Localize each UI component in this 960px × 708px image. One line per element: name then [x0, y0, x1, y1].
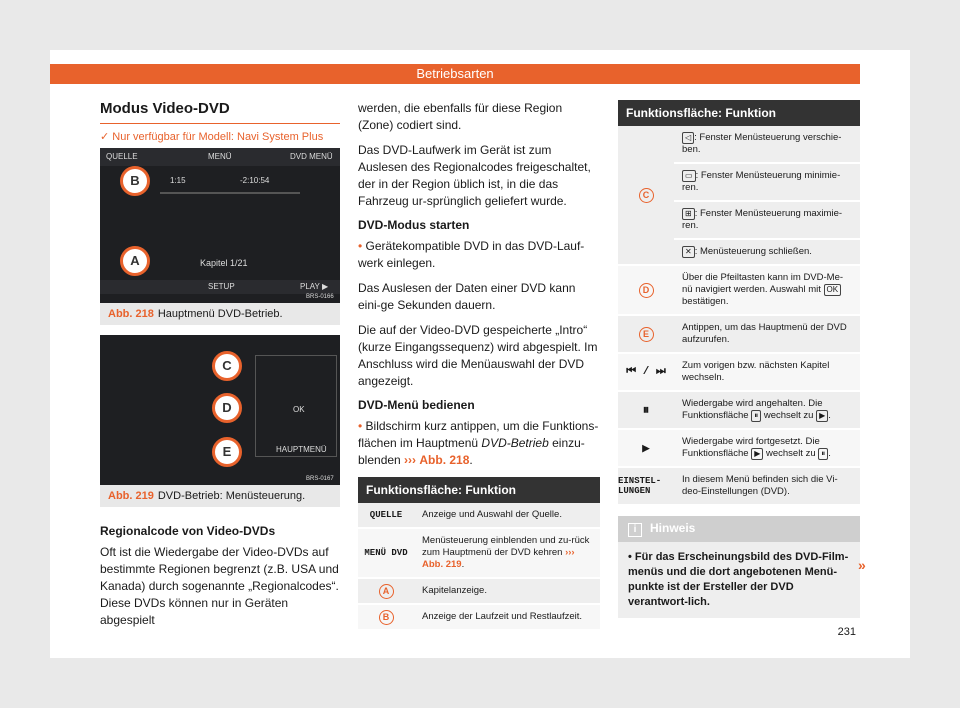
row-value-text: Über die Pfeiltasten kann im DVD-Me-nü navigiert werden. Auswahl mit: [682, 272, 844, 295]
table-1: [358, 477, 600, 631]
pause-button-icon: ⏸: [818, 448, 828, 460]
ref-arrow-icon: ›››: [565, 547, 575, 558]
paragraph-4: Die auf der Video-DVD gespeicherte „Intro“ (kurze Eingangssequenz) wird abgespielt. Im Anschluss wird die Menüauswahl der DVD angezeigt.: [358, 323, 598, 388]
letter-badge: C: [639, 188, 654, 203]
row-value-mid: wechselt zu: [763, 448, 819, 459]
c-item-text: : Fenster Menüsteuerung maximie-ren.: [682, 208, 843, 231]
table-row: [618, 126, 860, 266]
bullet-icon: •: [358, 239, 363, 253]
screen-dvd-menu-label: DVD MENÜ: [290, 152, 333, 161]
row-value-mid: wechselt zu: [761, 410, 817, 421]
figure-reference-link[interactable]: Abb. 218: [419, 453, 470, 467]
note-title: Hinweis: [650, 521, 696, 535]
note-text: Für das Erscheinungsbild des DVD-Film-menüs und die dort angebotenen Menü-punkte ist der Ersteller der DVD verantwort-lich.: [628, 551, 849, 608]
row-value: [674, 430, 860, 466]
row-key: EINSTEL-LUNGEN: [618, 476, 662, 496]
callout-b: B: [120, 166, 150, 196]
menu-title: DVD-Menü bedienen: [358, 398, 475, 412]
screen-remaining: -2:10:54: [240, 176, 270, 185]
menu-bullet-text: Bildschirm kurz antippen, um die Funktions-flächen im Hauptmenü: [358, 419, 599, 450]
row-value-end: bestätigen.: [682, 296, 729, 307]
screen-menu-label: MENÜ: [208, 152, 232, 161]
menu-bullet-tail: einzu-blenden: [358, 436, 585, 467]
column-middle: [358, 100, 600, 631]
figure-code-2: BRS-0167: [306, 476, 334, 482]
close-icon: ✕: [682, 246, 695, 258]
table-row: [618, 354, 860, 392]
figure-218-caption: [100, 303, 340, 325]
c-item: [674, 126, 860, 164]
row-value-end: .: [828, 410, 831, 421]
row-key: [358, 579, 414, 603]
note-box: [618, 516, 860, 618]
table-row: [618, 266, 860, 316]
callout-a: A: [120, 246, 150, 276]
paragraph-3: Das Auslesen der Daten einer DVD kann eini-ge Sekunden dauern.: [358, 281, 576, 312]
availability-text: Nur verfügbar für Modell: Navi System Plus: [112, 131, 324, 143]
row-value: Antippen, um das Hauptmenü der DVD aufzurufen.: [682, 322, 847, 345]
ref-arrow-icon: ›››: [404, 453, 417, 467]
table-2-header: Funktionsfläche: Funktion: [618, 100, 860, 126]
play-icon: ▶: [642, 440, 650, 456]
c-item-text: : Fenster Menüsteuerung verschie-ben.: [682, 132, 842, 155]
minimize-icon: ▭: [682, 170, 696, 182]
region-paragraph: Oft ist die Wiedergabe der Video-DVDs auf bestimmte Regionen begrenzt (z.B. USA und Kanada) durch sogenannte „Regionalcodes“. Diese DVDs können nur in Geräten abgespielt: [100, 545, 339, 627]
table-row: [358, 529, 600, 579]
move-icon: ◁: [682, 132, 694, 144]
section-title: Modus Video-DVD: [100, 100, 340, 124]
row-value-text: Wiedergabe wird angehalten. Die Funktionsfläche: [682, 398, 823, 421]
play-button-icon: ▶: [751, 448, 763, 460]
ok-button-icon: OK: [824, 284, 842, 296]
page-header: Betriebsarten: [50, 64, 860, 84]
start-bullet: [358, 238, 600, 272]
column-left: [100, 100, 340, 143]
availability-note: [100, 130, 340, 143]
screen-play-label: PLAY ▶: [300, 282, 329, 291]
row-value: Kapitelanzeige.: [422, 585, 487, 596]
figure-218-image: [100, 148, 340, 303]
table-row: [618, 316, 860, 354]
row-key: [618, 126, 674, 264]
callout-e: E: [212, 437, 242, 467]
info-icon: i: [628, 523, 642, 537]
start-title: DVD-Modus starten: [358, 218, 470, 232]
row-value: Anzeige der Laufzeit und Restlaufzeit.: [422, 611, 583, 622]
figure-218-number: Abb. 218: [108, 308, 154, 320]
figure-219-text: DVD-Betrieb: Menüsteuerung.: [157, 490, 306, 502]
maximize-icon: ⊞: [682, 208, 695, 220]
c-item-text: : Fenster Menüsteuerung minimie-ren.: [682, 170, 841, 193]
figure-218-text: Hauptmenü DVD-Betrieb.: [157, 308, 283, 320]
figure-219-number: Abb. 219: [108, 490, 154, 502]
screen-time: 1:15: [170, 176, 186, 185]
paragraph-2: Das DVD-Laufwerk im Gerät ist zum Auslesen des Regionalcodes freigeschaltet, der in der Region üblich ist, in die das Fahrzeug ur-sprünglich geliefert wurde.: [358, 143, 591, 208]
row-value-text: Menüsteuerung einblenden und zu-rück zum Hauptmenü der DVD kehren: [422, 535, 590, 558]
screen-setup-label: SETUP: [208, 282, 235, 291]
region-title: Regionalcode von Video-DVDs: [100, 524, 276, 538]
figure-code: BRS-0166: [306, 294, 334, 300]
page-number: 231: [837, 626, 856, 638]
continue-icon: »: [858, 557, 866, 573]
start-bullet-text: Gerätekompatible DVD in das DVD-Lauf-werk einlegen.: [358, 239, 585, 270]
letter-badge: D: [639, 283, 654, 298]
table-row: [618, 430, 860, 468]
table-row: [358, 503, 600, 529]
row-value: [674, 266, 860, 314]
row-value: [674, 392, 860, 428]
row-key: [358, 605, 414, 629]
row-value: [674, 126, 860, 264]
bullet-icon: •: [628, 551, 632, 563]
figure-reference-link[interactable]: Abb. 219: [422, 559, 462, 570]
bullet-icon: •: [358, 419, 363, 433]
progress-track: [160, 192, 300, 194]
menu-bullet-end: .: [469, 453, 473, 467]
table-row: [618, 392, 860, 430]
table-row: [358, 605, 600, 631]
paragraph-1: werden, die ebenfalls für diese Region (Zone) codiert sind.: [358, 101, 563, 132]
c-item: [674, 202, 860, 240]
menu-bullet-emphasis: DVD-Betrieb: [481, 436, 549, 450]
column-right: [618, 100, 860, 618]
row-key: [618, 316, 674, 352]
row-key: QUELLE: [369, 510, 403, 520]
letter-badge: A: [379, 584, 394, 599]
note-body: [618, 542, 860, 618]
row-value-text: Wiedergabe wird fortgesetzt. Die Funktionsfläche: [682, 436, 820, 459]
row-value: In diesem Menü befinden sich die Vi-deo-Einstellungen (DVD).: [682, 474, 838, 497]
note-header: [618, 516, 860, 542]
row-value-end: .: [461, 559, 465, 570]
letter-badge: B: [379, 610, 394, 625]
pause-button-icon: ⏸: [751, 410, 761, 422]
menu-bullet: [358, 418, 600, 469]
table-row: [358, 579, 600, 605]
figure-219-image: [100, 335, 340, 485]
callout-d: D: [212, 393, 242, 423]
figure-219-caption: [100, 485, 340, 507]
screen-ok: OK: [293, 405, 305, 414]
row-value: [414, 529, 600, 577]
letter-badge: E: [639, 327, 654, 342]
c-item-text: : Menüsteuerung schließen.: [694, 246, 812, 257]
c-item: [674, 240, 860, 264]
row-value-end: .: [828, 448, 831, 459]
play-button-icon: ▶: [816, 410, 828, 422]
row-key: [618, 266, 674, 314]
screen-source-label: QUELLE: [106, 152, 138, 161]
table-row: [618, 468, 860, 506]
row-key: MENÜ DVD: [364, 548, 408, 558]
pause-icon: ⏸: [642, 402, 650, 418]
region-section: [100, 518, 340, 637]
row-value: Anzeige und Auswahl der Quelle.: [422, 509, 562, 520]
c-item: [674, 164, 860, 202]
skip-icon: ⏮ / ⏭: [626, 366, 666, 378]
screen-chapter: Kapitel 1/21: [200, 258, 248, 268]
callout-c: C: [212, 351, 242, 381]
row-value: Zum vorigen bzw. nächsten Kapitel wechseln.: [682, 360, 830, 383]
check-icon: ✓: [100, 131, 110, 143]
screen-main-menu: HAUPTMENÜ: [276, 445, 327, 454]
table-1-header: Funktionsfläche: Funktion: [358, 477, 600, 503]
